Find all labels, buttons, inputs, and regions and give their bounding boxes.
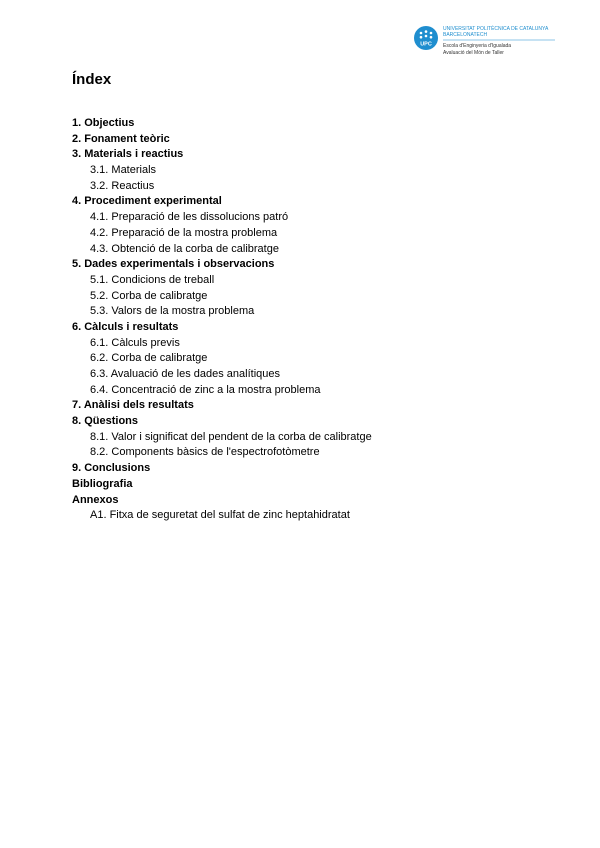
toc-section-entry[interactable]: 7. Anàlisi dels resultats — [72, 399, 194, 412]
toc-subsection-entry[interactable]: 5.2. Corba de calibratge — [90, 289, 208, 302]
toc-subsection-entry[interactable]: 4.3. Obtenció de la corba de calibratge — [90, 242, 279, 255]
toc-section-entry[interactable]: 3. Materials i reactius — [72, 148, 184, 161]
page-title: Índex — [72, 71, 112, 88]
toc-subsection-entry[interactable]: 6.2. Corba de calibratge — [90, 352, 208, 365]
toc-section-entry[interactable]: Annexos — [72, 493, 119, 506]
upc-logo — [414, 24, 554, 58]
toc-section-entry[interactable]: 6. Càlculs i resultats — [72, 320, 179, 333]
upc-wordmark — [443, 24, 555, 58]
toc-section-entry[interactable]: 8. Qüestions — [72, 415, 139, 428]
toc-subsection-entry[interactable]: 6.1. Càlculs previs — [90, 336, 180, 349]
svg-text:UNIVERSITAT POLITÈCNICA DE CAT: UNIVERSITAT POLITÈCNICA DE CATALUNYA — [443, 26, 549, 32]
toc-section-entry[interactable]: 5. Dades experimentals i observacions — [72, 258, 275, 271]
toc-section-entry[interactable]: 2. Fonament teòric — [72, 132, 170, 145]
toc-subsection-entry[interactable]: 5.3. Valors de la mostra problema — [90, 305, 255, 318]
toc-section-entry[interactable]: Bibliografia — [72, 477, 133, 490]
toc-section-entry[interactable]: 9. Conclusions — [72, 462, 151, 475]
toc-subsection-entry[interactable]: 4.1. Preparació de les dissolucions patró — [90, 211, 289, 224]
upc-seal-icon — [414, 26, 438, 50]
table-of-contents — [0, 116, 600, 524]
toc-subsection-entry[interactable]: A1. Fitxa de seguretat del sulfat de zinc heptahidratat — [90, 509, 350, 522]
toc-subsection-entry[interactable]: 4.2. Preparació de la mostra problema — [90, 226, 278, 239]
svg-text:UPC: UPC — [420, 41, 432, 48]
toc-section-entry[interactable]: 1. Objectius — [72, 117, 135, 129]
toc-subsection-entry[interactable]: 3.1. Materials — [90, 164, 157, 177]
toc-subsection-entry[interactable]: 3.2. Reactius — [90, 179, 155, 192]
toc-subsection-entry[interactable]: 6.3. Avaluació de les dades analítiques — [90, 368, 280, 380]
toc-section-entry[interactable]: 4. Procediment experimental — [72, 195, 222, 208]
svg-text:BARCELONATECH: BARCELONATECH — [443, 32, 488, 38]
toc-subsection-entry[interactable]: 5.1. Condicions de treball — [90, 273, 215, 286]
svg-text:Escola d'Enginyeria d'Igualada: Escola d'Enginyeria d'Igualada — [443, 43, 512, 49]
toc-subsection-entry[interactable]: 8.2. Components bàsics de l'espectrofotòmetre — [90, 446, 320, 459]
toc-subsection-entry[interactable]: 8.1. Valor i significat del pendent de la corba de calibratge — [90, 430, 372, 443]
svg-text:Avaluació del Món de Taller: Avaluació del Món de Taller — [443, 50, 504, 56]
toc-subsection-entry[interactable]: 6.4. Concentració de zinc a la mostra problema — [90, 383, 321, 396]
